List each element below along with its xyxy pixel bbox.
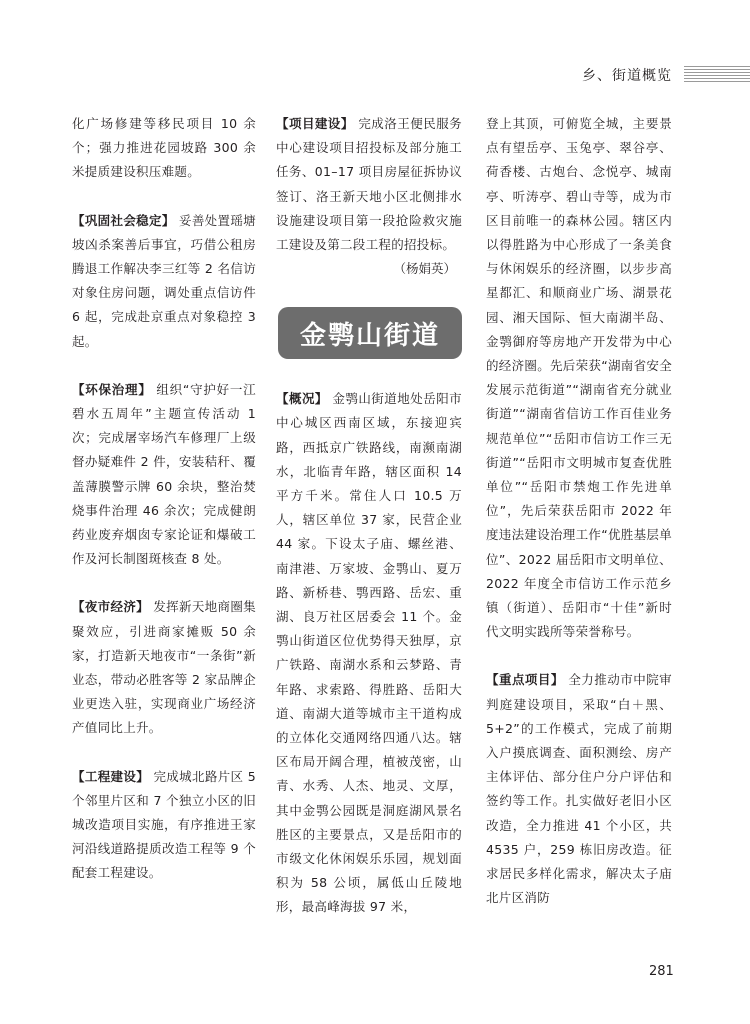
paragraph-key-projects [486,668,672,910]
header-section-title: 乡、街道概览 [582,68,672,84]
paragraph-heading: 【巩固社会稳定】 [72,212,175,228]
paragraph-night-economy [72,595,256,740]
paragraph-text: 化广场修建等移民项目 10 余个；强力推进花园坡路 300 余米提质建设积压难题。 [72,116,256,180]
running-header [0,62,750,90]
paragraph-continued [72,112,256,185]
paragraph-text: 组织“守护好一江碧水五周年”主题宣传活动 1 次；完成屠宰场汽车修理厂上级督办疑难件 2 件，安装秸秆、覆盖薄膜警示牌 60 余块，整治焚烧事件治理 46 余次；完成健朗药业废弃烟囱专家论证和爆破工作及河长制图斑核查 8 处。 [72,381,256,567]
paragraph-heading: 【概况】 [276,391,328,407]
header-rule-lines [684,66,750,84]
paragraph-social-stability [72,209,256,354]
author-credit: （杨娟英） [393,261,456,277]
paragraph-heading: 【环保治理】 [72,381,152,397]
paragraph-text: 登上其顶，可俯览全城，主要景点有望岳亭、玉兔亭、翠谷亭、荷香楼、古炮台、念悦亭、城南亭、听涛亭、碧山寺等，成为市区目前唯一的森林公园。辖区内以得胜路为中心形成了一条美食与休闲娱乐的经济圈，以步步高星都汇、和顺商业广场、湖景花园、湘天国际、恒大南湖半岛、金鹗御府等房地产开发带为中心的经济圈。先后荣获“湖南省安全发展示范街道”“湖南省充分就业街道”“湖南省信访工作百佳业务规范单位”“岳阳市信访工作三无街道”“岳阳市文明城市复查优胜单位”“岳阳市禁炮工作先进单位”，先后荣获岳阳市 2022 年度违法建设治理工作“优胜基层单位”、2022 届岳阳市文明单位、2022 年度全市信访工作示范乡镇（街道）、岳阳市“十佳”新时代文明实践所等荣誉称号。 [486,116,672,640]
column-left [72,112,256,886]
paragraph-project-construction [276,112,462,257]
paragraph-heading: 【工程建设】 [72,768,150,784]
page-number: 281 [649,964,674,979]
paragraph-overview-continued [486,112,672,644]
paragraph-environment [72,378,256,572]
paragraph-heading: 【项目建设】 [276,116,354,131]
section-title-banner: 金鹗山街道 [278,307,462,359]
column-middle [276,112,462,920]
column-right [486,112,672,911]
paragraph-engineering [72,765,256,886]
paragraph-text: 全力推动市中院审判庭建设项目，采取“白＋黑、5+2”的工作模式，完成了前期入户摸底调查、面积测绘、房产主体评估、部分住户分户评估和签约等工作。扎实做好老旧小区改造，全力推进 41 个小区，共 4535 户，259 栋旧房改造。征求居民多样化需求，解决太子庙北片区消防 [486,672,672,906]
paragraph-heading: 【夜市经济】 [72,599,150,615]
paragraph-overview [276,387,462,919]
paragraph-heading: 【重点项目】 [486,672,564,688]
paragraph-text: 金鹗山街道地处岳阳市中心城区西南区域，东接迎宾路，西抵京广铁路线，南濒南湖水，北临青年路，辖区面积 14 平方千米。常住人口 10.5 万人，辖区单位 37 家，民营企业 44 家。下设太子庙、螺丝港、南津港、万家坡、金鹗山、夏万路、新桥巷、鹗西路、岳宏、重湖、良万社区居委会 11 个。金鹗山街道区位优势得天独厚，京广铁路、南湖水系和云梦路、青年路、求索路、得胜路、岳阳大道、南湖大道等城市主干道构成的立体化交通网络四通八达。辖区布局开阔合理，植被茂密，山青、水秀、人杰、地灵、文厚，其中金鹗公园既是洞庭湖风景名胜区的主要景点，又是岳阳市的市级文化休闲娱乐乐园，规划面积为 58 公顷，属低山丘陵地形，最高峰海拔 97 米， [276,391,462,915]
paragraph-text: 发挥新天地商圈集聚效应，引进商家摊贩 50 余家，打造新天地夜市“一条街”新业态，带动必胜客等 2 家品牌企业更迭入驻，实现商业广场经济产值同比上升。 [72,599,256,736]
paragraph-text: 完成城北路片区 5 个邻里片区和 7 个独立小区的旧城改造项目实施，有序推进王家河沿线道路提质改造工程等 9 个配套工程建设。 [72,768,256,881]
paragraph-text: 完成洛王便民服务中心建设项目招投标及部分施工任务、01–17 项目房屋征拆协议签订、洛王新天地小区北侧排水设施建设项目第一段抢险救灾施工建设及第二段工程的招投标。 [276,116,462,253]
paragraph-text: 妥善处置瑶塘坡凶杀案善后事宜，巧借公租房腾退工作解决李三红等 2 名信访对象住房问题，调处重点信访件 6 起，完成赴京重点对象稳控 3 起。 [72,212,256,349]
